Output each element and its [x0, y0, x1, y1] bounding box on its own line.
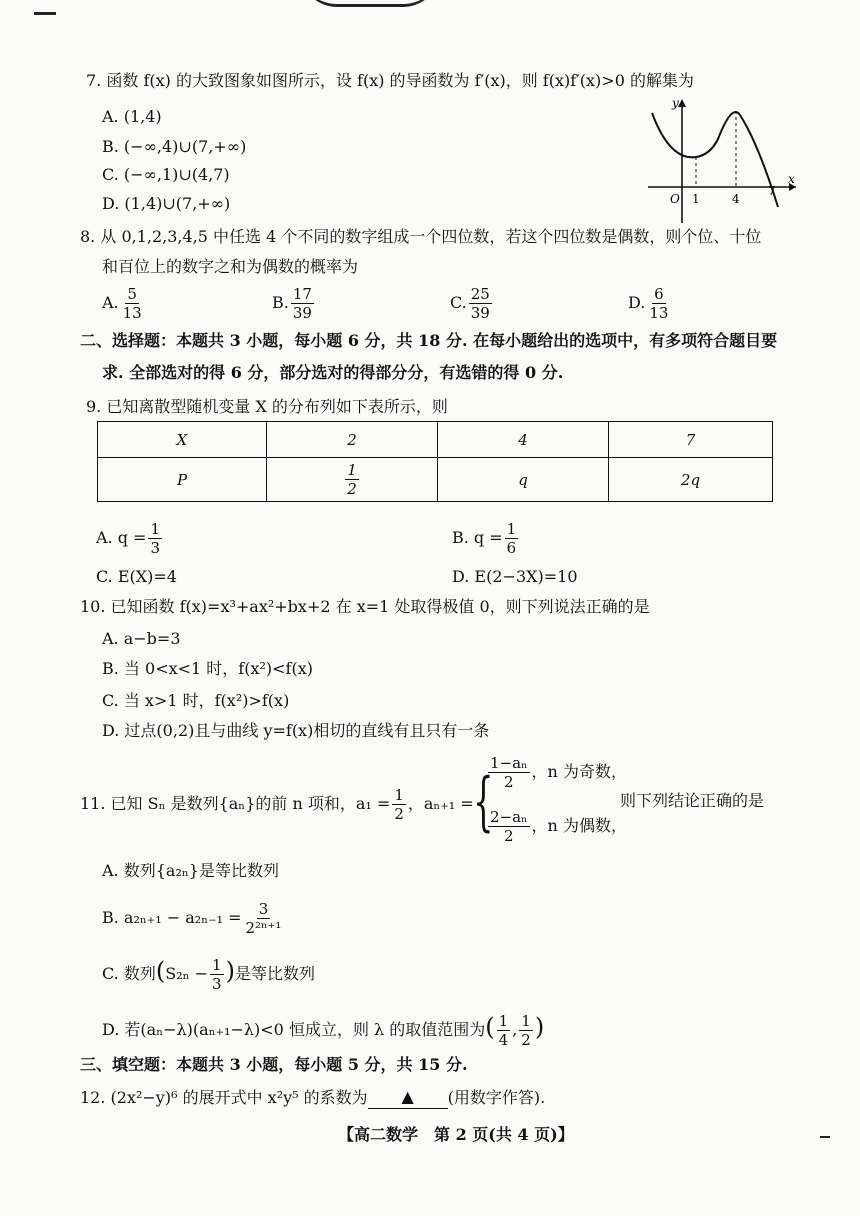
q9-option-b: B. q = $\frac{1}{6}$	[452, 520, 517, 557]
q11-case-even: $\frac{\text{2−aₙ}}{2}$ ，n 为偶数，	[490, 808, 627, 845]
q9-option-c: C. E(X)=4	[96, 567, 177, 586]
q11-option-c: C. 数列(S₂ₙ − $\frac{1}{3}$ )是等比数列	[102, 956, 315, 993]
table-row	[98, 458, 773, 502]
table-cell: 2	[267, 422, 438, 458]
q10-option-b: B. 当 0<x<1 时，f(x²)<f(x)	[102, 659, 313, 678]
q12-stem: 12. (2x²−y)⁶ 的展开式中 x²y⁵ 的系数为 ▲ (用数字作答).	[80, 1087, 546, 1107]
q7-function-graph	[640, 95, 800, 225]
graph-origin-label: O	[670, 192, 680, 206]
q7-option-c: C. (−∞,1)∪(4,7)	[102, 165, 230, 184]
q12-answer-blank: ▲	[368, 1086, 448, 1109]
q11-case-odd: $\frac{\text{1−aₙ}}{2}$ ，n 为奇数，	[490, 754, 627, 791]
q11-option-a: A. 数列{a₂ₙ}是等比数列	[102, 861, 279, 880]
section2-header-line2: 求. 全部选对的得 6 分，部分选对的得部分分，有选错的得 0 分.	[102, 363, 564, 382]
page-footer: 【高二数学 第 2 页(共 4 页)】	[338, 1125, 574, 1144]
q9-distribution-table	[97, 421, 773, 502]
q7-option-b: B. (−∞,4)∪(7,+∞)	[102, 137, 247, 156]
q10-option-d: D. 过点(0,2)且与曲线 y=f(x)相切的直线有且只有一条	[102, 721, 490, 740]
graph-tick-4: 4	[732, 192, 740, 206]
table-cell: 7	[609, 422, 773, 458]
q9-stem: 9. 已知离散型随机变量 X 的分布列如下表所示，则	[86, 397, 448, 416]
q8-stem-line2: 和百位上的数字之和为偶数的概率为	[102, 257, 359, 276]
q11-option-d: D. 若(aₙ−λ)(aₙ₊₁−λ)<0 恒成立，则 λ 的取值范围为( $\frac{1}{4}$ , $\frac{1}{2}$ )	[102, 1012, 545, 1049]
table-cell-p-header: P	[98, 458, 267, 502]
q11-stem: 11. 已知 Sₙ 是数列{aₙ}的前 n 项和，a₁ = $\frac{1}{2}$ ，aₙ₊₁ =	[80, 786, 474, 823]
q11-piecewise-brace: {	[473, 765, 494, 839]
top-scan-arc	[300, 0, 440, 7]
graph-tick-1: 1	[692, 192, 700, 206]
table-cell: 4	[438, 422, 609, 458]
q9-option-d: D. E(2−3X)=10	[452, 567, 578, 586]
q8-stem-line1: 8. 从 0,1,2,3,4,5 中任选 4 个不同的数字组成一个四位数，若这个四位数是偶数，则个位、十位	[80, 227, 762, 246]
graph-tick-7: 7	[768, 184, 776, 198]
table-cell: $\frac{1}{2}$	[267, 458, 438, 502]
q8-option-a: A. $\frac{5}{13}$	[102, 285, 142, 322]
table-row	[98, 422, 773, 458]
q7-option-a: A. (1,4)	[102, 107, 162, 126]
table-cell-x-header: X	[98, 422, 267, 458]
q11-option-b: B. a₂ₙ₊₁ − a₂ₙ₋₁ = $\frac{3}{\text{2²ⁿ⁺¹}}$	[102, 900, 282, 937]
section2-header-line1: 二、选择题：本题共 3 小题，每小题 6 分，共 18 分. 在每小题给出的选项中，有多项符合题目要	[80, 331, 778, 350]
section3-header: 三、填空题：本题共 3 小题，每小题 5 分，共 15 分.	[80, 1055, 468, 1074]
q8-option-b: B. $\frac{17}{39}$	[272, 285, 312, 322]
top-scan-mark	[34, 12, 56, 15]
q9-option-a: A. q = $\frac{1}{3}$	[96, 520, 161, 557]
q11-stem-right: 则下列结论正确的是	[620, 791, 765, 810]
q10-stem: 10. 已知函数 f(x)=x³+ax²+bx+2 在 x=1 处取得极值 0，则下列说法正确的是	[80, 597, 650, 616]
graph-y-label: y	[672, 96, 679, 110]
q10-option-a: A. a−b=3	[102, 629, 181, 648]
graph-x-label: x	[788, 172, 795, 186]
q7-stem: 7. 函数 f(x) 的大致图象如图所示，设 f(x) 的导函数为 f′(x)，则 f(x)f′(x)>0 的解集为	[86, 71, 694, 90]
bottom-scan-mark	[820, 1136, 830, 1138]
q10-option-c: C. 当 x>1 时，f(x²)>f(x)	[102, 691, 290, 710]
q8-option-d: D. $\frac{6}{13}$	[628, 285, 669, 322]
table-cell: 2q	[609, 458, 773, 502]
q8-option-c: C. $\frac{25}{39}$	[450, 285, 490, 322]
q7-option-d: D. (1,4)∪(7,+∞)	[102, 194, 231, 213]
table-cell: q	[438, 458, 609, 502]
